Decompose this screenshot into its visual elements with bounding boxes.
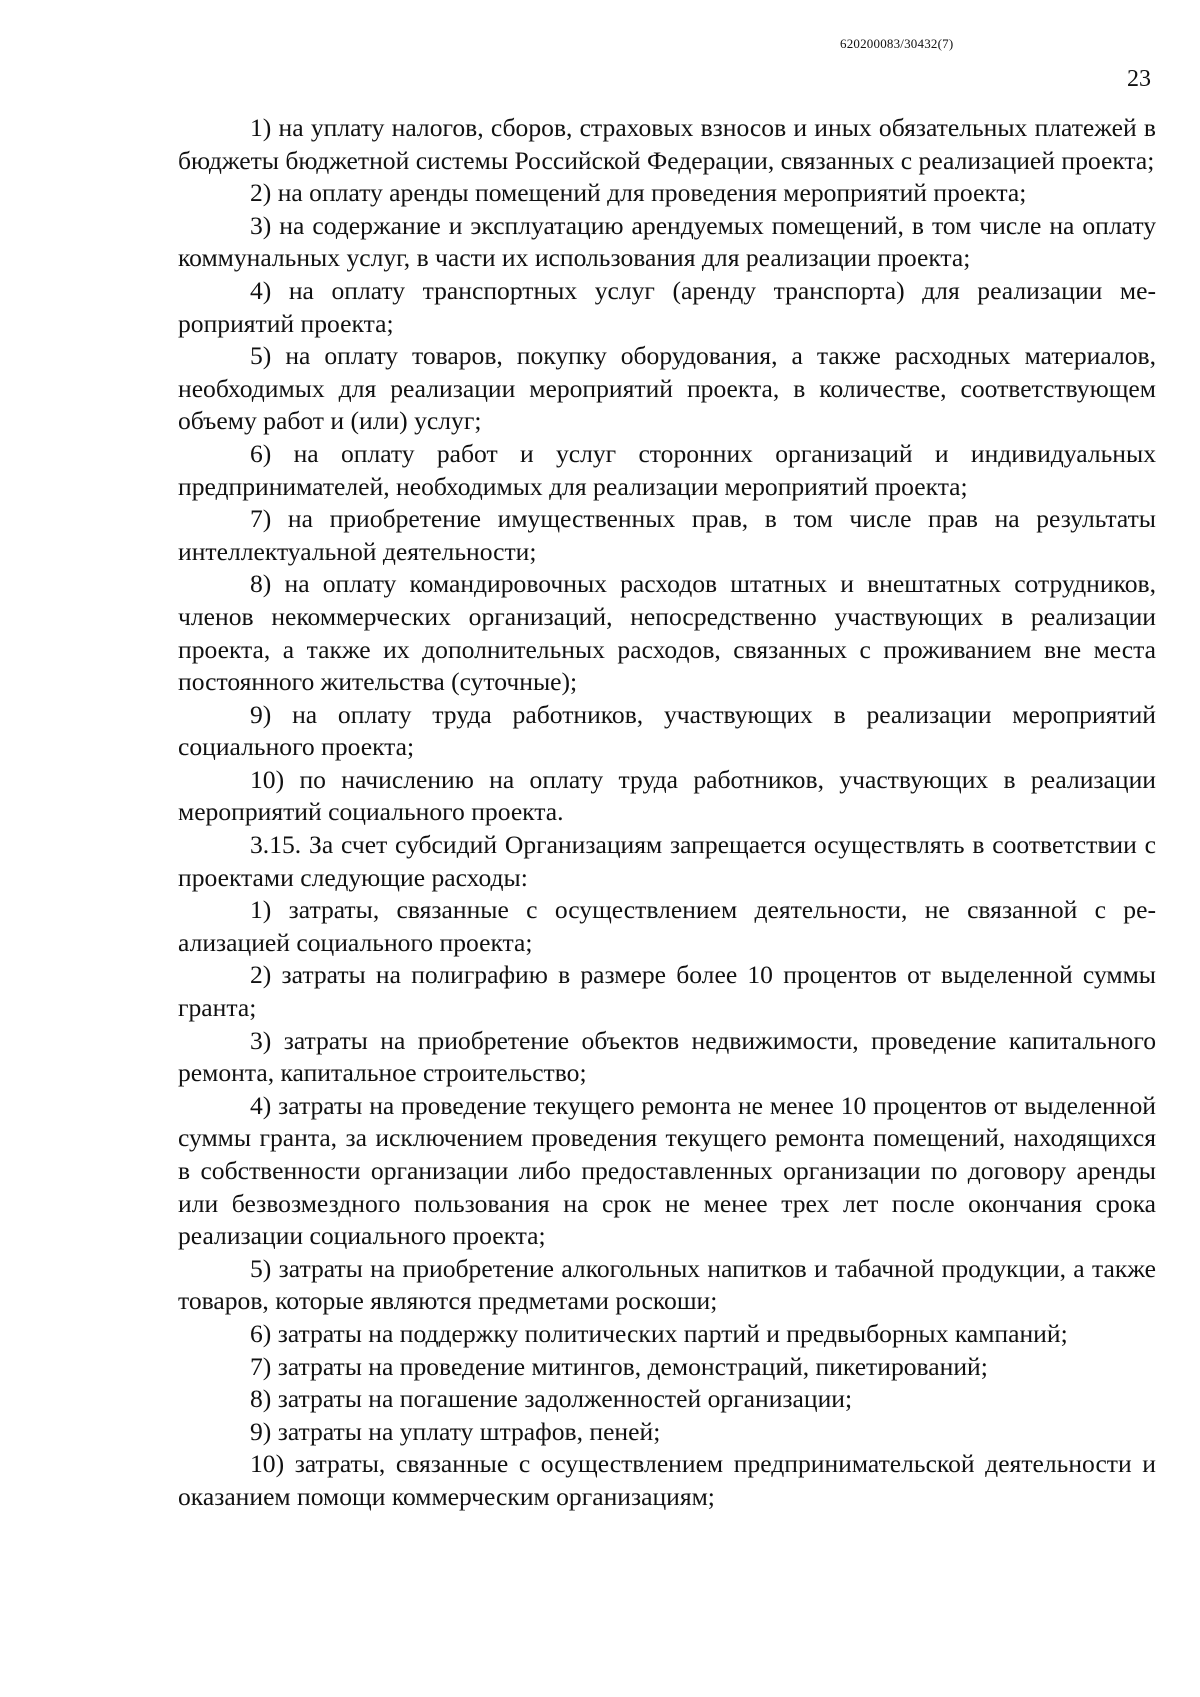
- paragraph: 3.15. За счет субсидий Организациям запрещается осуществлять в соответствии с проектами следующие расходы:: [178, 830, 1156, 892]
- paragraph: 8) затраты на погашение задолженностей организации;: [250, 1384, 853, 1414]
- document-body: [178, 112, 1156, 1514]
- paragraph: 9) затраты на уплату штрафов, пеней;: [250, 1416, 661, 1446]
- paragraph: 2) затраты на полиграфию в размере более 10 процентов от выделенной суммы гранта;: [178, 960, 1156, 1023]
- paragraph: 4) на оплату транспортных услуг (аренду транспорта) для реализации мероприятий проекта;: [178, 275, 1156, 338]
- paragraph: 9) на оплату труда работников, участвующих в реализации мероприятий социального проекта;: [178, 699, 1156, 762]
- paragraph: 6) на оплату работ и услуг сторонних организаций и индивидуальных предпринимателей, необходимых для реализации мероприятий проекта;: [178, 438, 1156, 501]
- paragraph: 2) на оплату аренды помещений для проведения мероприятий проекта;: [250, 178, 1027, 208]
- paragraph: 10) затраты, связанные с осуществлением предпринимательской деятельности и оказанием помощи коммерческим организациям;: [178, 1449, 1156, 1511]
- paragraph: 3) на содержание и эксплуатацию арендуемых помещений, в том числе на оплату коммунальных услуг, в части их использования для реализации проекта;: [178, 210, 1156, 273]
- paragraph: 4) затраты на проведение текущего ремонта не менее 10 процентов от выделенной суммы гранта, за исключением проведения текущего ремонта помещений, находящихся в собственности организации либо предоставленных организации по договору аренды или безвозмездного пользования на срок не менее трех лет после окончания срока реализации социального проекта;: [178, 1090, 1156, 1251]
- paragraph: 1) на уплату налогов, сборов, страховых взносов и иных обязательных платежей в бюджеты бюджетной системы Российской Федерации, связанных с реализацией проекта;: [178, 113, 1156, 175]
- paragraph: 8) на оплату командировочных расходов штатных и внештатных сотрудников, членов некоммерческих организаций, непосредственно участвующих в реализации проекта, а также их дополнительных расходов, связанных с проживанием вне места постоянного жительства (суточные);: [178, 569, 1156, 697]
- document-code: 620200083/30432(7): [840, 36, 954, 51]
- paragraph: 3) затраты на приобретение объектов недвижимости, проведение капитального ремонта, капитальное строительство;: [178, 1025, 1156, 1088]
- paragraph: 6) затраты на поддержку политических партий и предвыборных кампаний;: [250, 1318, 1068, 1348]
- page-number: 23: [1127, 66, 1151, 92]
- paragraph: 5) на оплату товаров, покупку оборудования, а также расходных материалов, необходимых для реализации мероприятий проекта, в количестве, соответствующем объему работ и (или) услуг;: [178, 341, 1156, 436]
- paragraph: 7) затраты на проведение митингов, демонстраций, пикетирований;: [250, 1351, 988, 1381]
- paragraph: 1) затраты, связанные с осуществлением деятельности, не связанной с реализацией социального проекта;: [178, 895, 1156, 957]
- paragraph: 7) на приобретение имущественных прав, в том числе прав на результаты интеллектуальной деятельности;: [178, 504, 1156, 566]
- paragraph: 5) затраты на приобретение алкогольных напитков и табачной продукции, а также товаров, которые являются предметами роскоши;: [178, 1253, 1156, 1316]
- paragraph: 10) по начислению на оплату труда работников, участвующих в реализации мероприятий социального проекта.: [178, 764, 1156, 827]
